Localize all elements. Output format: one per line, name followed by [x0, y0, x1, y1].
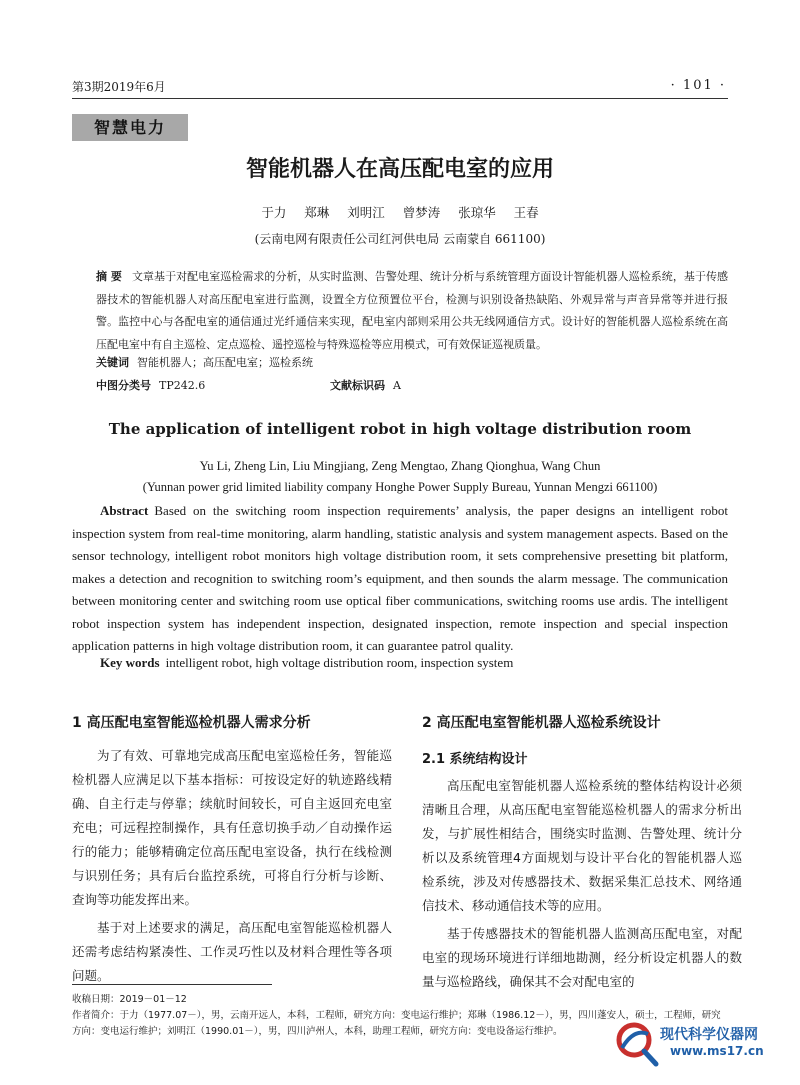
site-watermark — [612, 1018, 782, 1068]
section-2-paragraph: 基于传感器技术的智能机器人监测高压配电室，对配电室的现场环境进行详细地勘测，经分析设定机器人的数量与巡检路线，确保其不会对配电室的 — [422, 926, 742, 989]
paper-title-zh: 智能机器人在高压配电室的应用 — [245, 157, 554, 182]
footnote-authors: 作者简介：于力（1977.07－），男，云南开远人，本科，工程师，研究方向：变电运行维护；郑琳（1986.12－），男，四川蓬安人，硕士，工程师，研究方向：变电运行维护；刘明江（1990.01－），男，四川泸州人，本科，助理工程师，研究方向：变电设备运行维护。 — [72, 1010, 721, 1037]
footnote-received: 收稿日期：2019－01－12 — [72, 994, 187, 1005]
abstract-zh-label: 摘 要 — [96, 270, 122, 283]
paper-title-en: The application of intelligent robot in high voltage distribution room — [108, 420, 692, 438]
classification-number — [96, 377, 205, 393]
footnote-divider — [72, 984, 272, 985]
keywords-zh — [96, 354, 313, 370]
keywords-zh-text: 智能机器人；高压配电室；巡检系统 — [137, 356, 313, 369]
document-code — [330, 377, 401, 393]
section-2-1-heading: 2.1 系统结构设计 — [422, 752, 528, 767]
watermark-site-name: 现代科学仪器网 — [660, 1027, 758, 1043]
magnifier-logo-icon — [612, 1018, 660, 1068]
abstract-zh-text: 文章基于对配电室巡检需求的分析，从实时监测、告警处理、统计分析与系统管理方面设计智能机器人巡检系统，基于传感器技术的智能机器人对高压配电室进行监测，设置全方位预置位平台，检测与识别设备热缺陷、外观异常与声音异常等并进行报警。监控中心与各配电室的通信通过光纤通信来实现，配电室内部则采用公共无线网通信方式。设计好的智能机器人巡检系统在高压配电室中有自主巡检、定点巡检、遥控巡检与特殊巡检等应用模式，可有效保证巡视质量。 — [96, 270, 728, 351]
document-code-label: 文献标识码 — [330, 379, 385, 392]
journal-issue: 第3期2019年6月 — [72, 80, 166, 94]
keywords-en-text: intelligent robot, high voltage distribution room, inspection system — [165, 655, 514, 670]
section-tag: 智慧电力 — [72, 114, 188, 141]
keywords-en — [100, 655, 513, 671]
watermark-url: www.ms17.cn — [670, 1044, 764, 1058]
affiliation-zh: (云南电网有限责任公司红河供电局 云南蒙自 661100) — [254, 232, 546, 246]
document-code-value: A — [393, 379, 401, 392]
affiliation-en: (Yunnan power grid limited liability company Honghe Power Supply Bureau, Yunnan Mengzi 661100) — [142, 480, 658, 494]
abstract-zh — [96, 266, 728, 356]
abstract-en-label: Abstract — [100, 503, 149, 518]
classification-value: TP242.6 — [159, 379, 206, 392]
section-2-heading: 2 高压配电室智能机器人巡检系统设计 — [422, 715, 661, 731]
section-2-paragraph: 高压配电室智能机器人巡检系统的整体结构设计必须清晰且合理，从高压配电室智能巡检机器人的需求分析出发，与扩展性相结合，围绕实时监测、告警处理、统计分析以及系统管理4方面规划与设计平台化的智能机器人巡检系统，涉及对传感器技术、数据采集汇总技术、网络通信技术、移动通信技术等的应用。 — [422, 778, 742, 913]
keywords-en-label: Key words — [100, 655, 160, 670]
keywords-zh-label: 关键词 — [96, 356, 129, 369]
section-1-paragraph: 基于对上述要求的满足，高压配电室智能巡检机器人还需考虑结构紧凑性、工作灵巧性以及材料合理性等各项问题。 — [72, 920, 392, 983]
authors-zh: 于力 郑琳 刘明江 曾梦涛 张琼华 王春 — [261, 205, 539, 220]
header-divider — [72, 98, 728, 99]
section-1-body — [72, 744, 392, 988]
authors-en: Yu Li, Zheng Lin, Liu Mingjiang, Zeng Mengtao, Zhang Qionghua, Wang Chun — [199, 459, 601, 473]
page-number: · 101 · — [670, 78, 726, 93]
section-1-heading: 1 高压配电室智能巡检机器人需求分析 — [72, 715, 311, 731]
abstract-en — [72, 500, 728, 658]
section-1-paragraph: 为了有效、可靠地完成高压配电室巡检任务，智能巡检机器人应满足以下基本指标：可按设定好的轨迹路线精确、自主行走与停靠；续航时间较长，可自主返回充电室充电；可远程控制操作，具有任意切换手动／自动操作运行的能力；能够精确定位高压配电室设备，执行在线检测与识别任务；具有后台监控系统，可将自行分析与诊断、查询等功能发挥出来。 — [72, 748, 392, 907]
classification-label: 中图分类号 — [96, 379, 151, 392]
abstract-en-text: Based on the switching room inspection requirements’ analysis, the paper designs an intelligent robot inspection system from real-time monitoring, alarm handling, statistic analysis and system management aspects. Based on the sensor technology, intelligent robot monitors high voltage distribution room, it sets comprehensive presetting bit platform, makes a detection and recognition to switching room’s equipment, and then sounds the alarm message. The communication between monitoring center and switching room use optical fiber communications, switching rooms use ardis. The intelligent robot inspection system has independent inspection, designated inspection, remote inspection and special inspection application patterns in high voltage distribution room, it can guarantee patrol quality. — [72, 503, 728, 653]
section-2-body — [422, 774, 742, 994]
